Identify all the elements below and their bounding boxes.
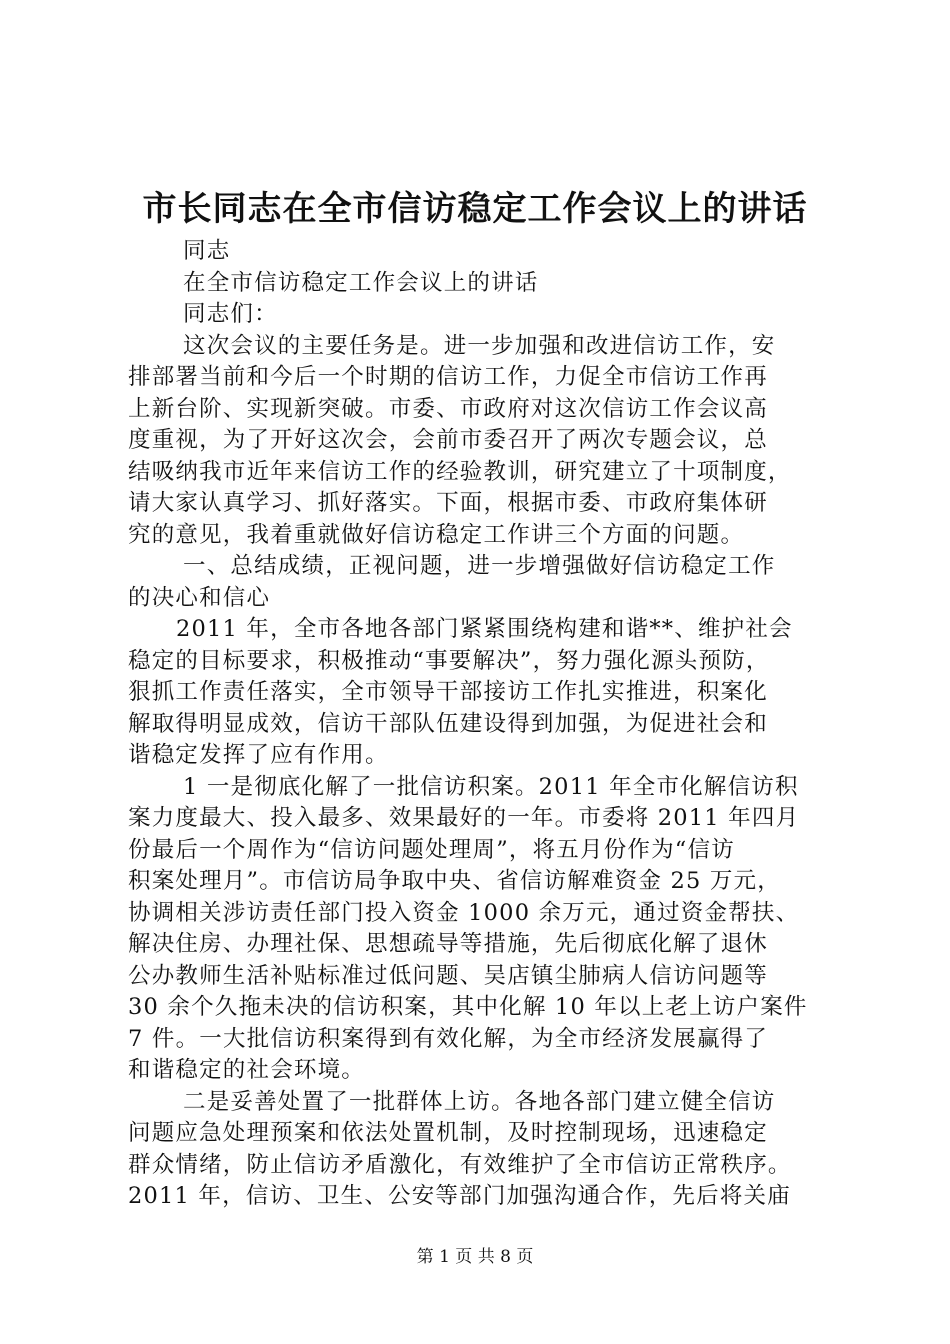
text-line: 份最后一个周作为“信访问题处理周”，将五月份作为“信访 [128,836,735,863]
text-line: 解取得明显成效，信访干部队伍建设得到加强，为促进社会和 [128,710,768,737]
text-line: 在全市信访稳定工作会议上的讲话 [183,269,539,296]
text-line: 协调相关涉访责任部门投入资金 1000 余万元，通过资金帮扶、 [128,899,800,926]
text-line: 同志们： [183,301,278,327]
text-line: 2011 年，全市各地各部门紧紧围绕构建和谐**、维护社会 [176,616,793,642]
text-line: 和谐稳定的社会环境。 [128,1057,366,1083]
document-body [128,236,828,1213]
text-line: 排部署当前和今后一个时期的信访工作，力促全市信访工作再 [128,364,768,390]
text-line: 案力度最大、投入最多、效果最好的一年。市委将 2011 年四月 [128,805,800,831]
page-indicator: 第 1 页 共 8 页 [416,1247,534,1267]
text-line: 1 一是彻底化解了一批信访积案。2011 年全市化解信访积 [183,773,799,800]
text-line: 结吸纳我市近年来信访工作的经验教训，研究建立了十项制度， [128,458,792,485]
text-line: 2011 年，信访、卫生、公安等部门加强沟通合作，先后将关庙 [128,1183,791,1209]
text-line: 公办教师生活补贴标准过低问题、吴店镇尘肺病人信访问题等 [128,962,768,989]
text-line: 上新台阶、实现新突破。市委、市政府对这次信访工作会议高 [128,395,768,422]
text-line: 这次会议的主要任务是。进一步加强和改进信访工作，安 [183,332,776,359]
document-title: 市长同志在全市信访稳定工作会议上的讲话 [142,189,808,229]
text-line: 积案处理月”。市信访局争取中央、省信访解难资金 25 万元， [128,868,781,894]
text-line: 30 余个久拖未决的信访积案，其中化解 10 年以上老上访户案件 [128,994,808,1020]
text-line: 度重视，为了开好这次会，会前市委召开了两次专题会议，总 [128,427,768,453]
text-line: 群众情绪，防止信访矛盾激化，有效维护了全市信访正常秩序。 [128,1151,792,1178]
text-line: 究的意见，我着重就做好信访稳定工作讲三个方面的问题。 [128,521,745,548]
text-line: 稳定的目标要求，积极推动“事要解决”，努力强化源头预防， [128,647,770,674]
section-heading-line: 的决心和信心 [128,584,271,611]
text-line: 解决住房、办理社保、思想疏导等措施，先后彻底化解了退休 [128,931,768,957]
text-line: 7 件。一大批信访积案得到有效化解，为全市经济发展赢得了 [128,1025,769,1052]
text-line: 狠抓工作责任落实，全市领导干部接访工作扎实推进，积案化 [128,679,768,705]
section-heading-line: 一、总结成绩，正视问题，进一步增强做好信访稳定工作 [183,553,776,579]
text-line: 二是妥善处置了一批群体上访。各地各部门建立健全信访 [183,1088,776,1115]
text-line: 同志 [183,238,231,264]
text-line: 谐稳定发挥了应有作用。 [128,742,389,768]
text-line: 问题应急处理预案和依法处置机制，及时控制现场，迅速稳定 [128,1120,768,1146]
text-line: 请大家认真学习、抓好落实。下面，根据市委、市政府集体研 [128,490,768,516]
